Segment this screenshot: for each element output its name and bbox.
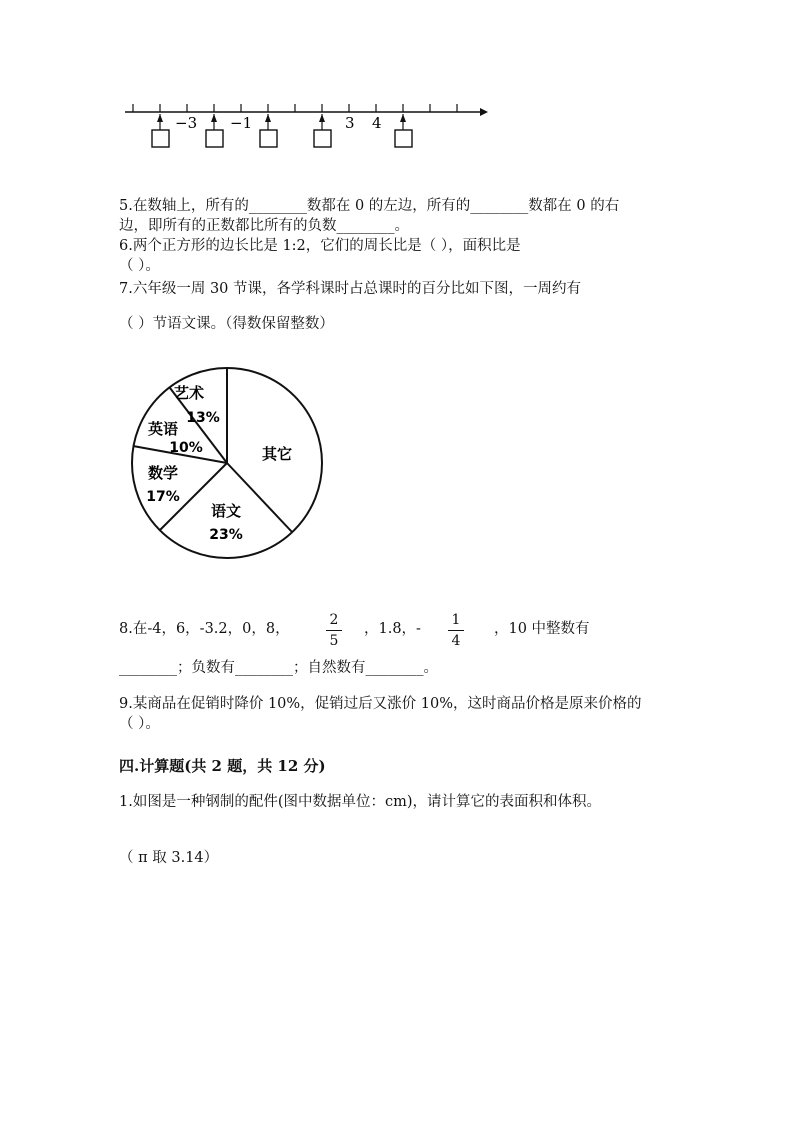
question-9-line-2: （ ）。 — [119, 716, 160, 732]
fraction-1-4 — [448, 612, 464, 649]
answer-box — [314, 130, 331, 147]
question-7-line-1: 7.六年级一周 30 节课，各学科课时占总课时的百分比如下图，一周约有 — [119, 281, 582, 297]
slice-percent-chinese: 23% — [209, 527, 243, 543]
slice-label-chinese: 语文 — [210, 502, 242, 520]
tick-label: 3 — [345, 114, 355, 132]
answer-box — [260, 130, 277, 147]
answer-box — [395, 130, 412, 147]
slice-label-arts: 艺术 — [173, 384, 205, 402]
tick-label: 4 — [372, 114, 382, 132]
slice-label-math: 数学 — [147, 464, 179, 482]
tick-label: −3 — [175, 114, 198, 132]
pie-chart — [125, 366, 330, 566]
slice-percent-arts: 13% — [186, 410, 220, 426]
question-7-line-2: （ ）节语文课。（得数保留整数） — [119, 316, 334, 332]
question-8-part-3: ，10 中整数有 — [494, 621, 590, 637]
question-5-line-1: 5.在数轴上，所有的________数都在 0 的左边，所有的________数都在 0 的右 — [119, 198, 620, 214]
answer-box — [152, 130, 169, 147]
fraction-2-5 — [326, 612, 342, 649]
number-line-ticks — [133, 104, 457, 112]
section-heading: 四.计算题(共 2 题，共 12 分) — [119, 757, 326, 775]
question-8-part-1: 8.在-4，6，-3.2，0，8， — [119, 621, 290, 637]
calc-question-1-line-1: 1.如图是一种钢制的配件(图中数据单位：cm)，请计算它的表面积和体积。 — [119, 794, 602, 810]
fraction-denominator: 4 — [451, 633, 461, 649]
slice-label-other: 其它 — [261, 445, 293, 463]
answer-box — [206, 130, 223, 147]
fraction-denominator: 5 — [329, 633, 339, 649]
calc-question-1-line-2: （ π 取 3.14） — [119, 850, 219, 866]
fraction-numerator: 1 — [451, 612, 461, 628]
fraction-numerator: 2 — [329, 612, 339, 628]
slice-percent-english: 10% — [169, 440, 203, 456]
question-6-line-2: （ ）。 — [119, 258, 160, 274]
question-9-line-1: 9.某商品在促销时降价 10%，促销过后又涨价 10%，这时商品价格是原来价格的 — [119, 696, 642, 712]
number-line-arrowhead — [480, 108, 488, 116]
slice-percent-math: 17% — [146, 489, 180, 505]
question-6-line-1: 6.两个正方形的边长比是 1:2，它们的周长比是（ ），面积比是 — [119, 238, 521, 254]
tick-label: −1 — [230, 114, 253, 132]
question-8-line-2: ________；负数有________；自然数有________。 — [119, 660, 438, 676]
question-8-part-2: ，1.8，- — [364, 621, 421, 637]
question-5-line-2: 边，即所有的正数都比所有的负数________。 — [119, 218, 409, 234]
slice-label-english: 英语 — [147, 420, 179, 438]
number-line-figure — [120, 96, 490, 152]
